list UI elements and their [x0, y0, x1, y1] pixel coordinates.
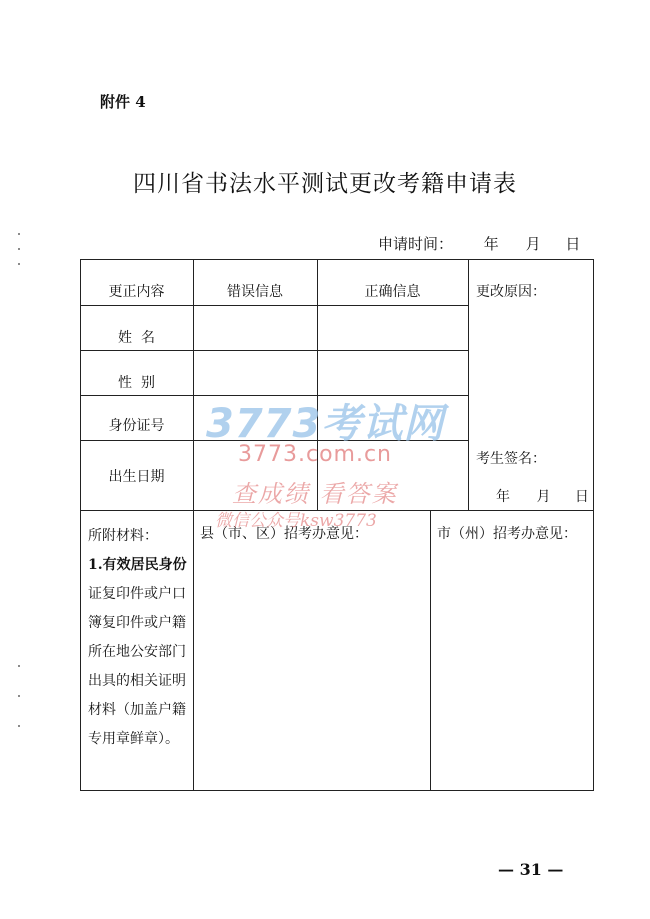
materials-line-4: 所在地公安部门	[88, 644, 186, 660]
header-correct-info: 正确信息	[364, 284, 421, 300]
scan-mark	[18, 695, 20, 697]
materials-line-6: 材料（加盖户籍	[88, 702, 186, 718]
row-name-label: 姓 名	[118, 330, 155, 346]
wrong-gender-field[interactable]	[194, 351, 317, 395]
apply-date	[378, 233, 592, 254]
signature-year: 年	[496, 489, 510, 505]
watermark-wechat: 微信公众号ksw3773	[215, 511, 377, 531]
county-opinion-label: 县（市、区）招考办意见：	[200, 526, 368, 542]
change-reason-label: 更改原因：	[476, 284, 546, 300]
watermark-domain: 3773.com.cn	[238, 442, 392, 467]
header-correction-content: 更正内容	[108, 284, 165, 300]
wrong-name-field[interactable]	[194, 306, 317, 350]
correct-name-field[interactable]	[318, 306, 468, 350]
materials-line-3: 簿复印件或户籍	[88, 615, 186, 631]
attachment-label: 附件 4	[100, 93, 146, 111]
header-wrong-info: 错误信息	[227, 284, 283, 300]
signature-label: 考生签名：	[476, 451, 546, 467]
row-gender-label: 性 别	[118, 375, 155, 391]
materials-label: 所附材料：	[88, 528, 158, 544]
apply-date-year: 年	[483, 235, 499, 253]
materials-line-7: 专用章鲜章）。	[88, 731, 179, 747]
signature-day: 日	[574, 489, 589, 505]
watermark-slogan: 查成绩 看答案	[232, 480, 398, 508]
scan-mark	[18, 248, 20, 250]
watermark-logo: 3773考试网	[206, 401, 445, 447]
attached-materials	[88, 522, 194, 754]
materials-line-5: 出具的相关证明	[88, 673, 186, 689]
apply-date-month: 月	[525, 235, 541, 253]
correct-gender-field[interactable]	[318, 351, 468, 395]
signature-month: 月	[536, 489, 551, 505]
scan-mark	[18, 263, 20, 265]
materials-line-2: 证复印件或户口	[88, 586, 186, 602]
materials-line-1: 1.有效居民身份	[88, 557, 187, 573]
page-number: — 31 —	[498, 860, 564, 879]
row-birth-date-label: 出生日期	[108, 469, 165, 485]
apply-date-label: 申请时间：	[378, 235, 454, 253]
apply-date-day: 日	[565, 235, 581, 253]
scan-mark	[18, 725, 20, 727]
page-title: 四川省书法水平测试更改考籍申请表	[133, 171, 517, 197]
city-opinion-label: 市（州）招考办意见：	[437, 526, 577, 542]
signature-date	[496, 486, 589, 506]
row-id-number-label: 身份证号	[108, 418, 165, 434]
scan-mark	[18, 665, 20, 667]
scan-mark	[18, 233, 20, 235]
